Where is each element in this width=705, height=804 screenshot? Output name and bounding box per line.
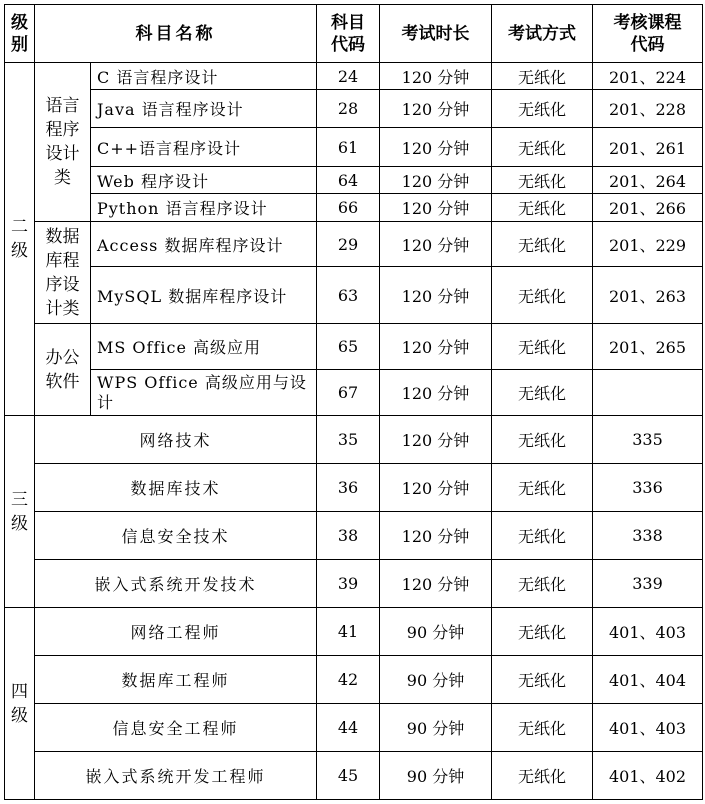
subject-code: 35 xyxy=(317,416,380,464)
exam-duration: 120 分钟 xyxy=(380,194,492,222)
level-two-cell: 二级 xyxy=(5,63,35,416)
exam-method: 无纸化 xyxy=(492,416,593,464)
subject-code: 39 xyxy=(317,560,380,608)
subject-name: 数据库工程师 xyxy=(35,656,317,704)
exam-duration: 120 分钟 xyxy=(380,370,492,416)
subject-code: 41 xyxy=(317,608,380,656)
exam-method: 无纸化 xyxy=(492,194,593,222)
table-row xyxy=(5,128,703,167)
table-row xyxy=(5,167,703,194)
subject-name: 嵌入式系统开发工程师 xyxy=(35,752,317,800)
subject-name: MySQL 数据库程序设计 xyxy=(91,267,317,324)
exam-subjects-table xyxy=(4,4,703,800)
subject-code: 24 xyxy=(317,63,380,90)
exam-duration: 120 分钟 xyxy=(380,167,492,194)
course-code: 401、402 xyxy=(593,752,703,800)
course-code: 201、224 xyxy=(593,63,703,90)
table-row xyxy=(5,512,703,560)
course-code: 401、404 xyxy=(593,656,703,704)
course-code: 339 xyxy=(593,560,703,608)
subject-name: WPS Office 高级应用与设计 xyxy=(91,370,317,416)
course-code: 335 xyxy=(593,416,703,464)
course-code: 201、264 xyxy=(593,167,703,194)
exam-method: 无纸化 xyxy=(492,608,593,656)
exam-method: 无纸化 xyxy=(492,267,593,324)
table-row xyxy=(5,370,703,416)
exam-duration: 90 分钟 xyxy=(380,656,492,704)
subject-name: MS Office 高级应用 xyxy=(91,324,317,370)
table-row xyxy=(5,464,703,512)
subject-name: C 语言程序设计 xyxy=(91,63,317,90)
subject-code: 65 xyxy=(317,324,380,370)
subject-name: 网络技术 xyxy=(35,416,317,464)
course-code: 336 xyxy=(593,464,703,512)
table-row xyxy=(5,608,703,656)
exam-method: 无纸化 xyxy=(492,464,593,512)
subject-code: 38 xyxy=(317,512,380,560)
course-code: 201、228 xyxy=(593,90,703,128)
subject-code: 44 xyxy=(317,704,380,752)
table-row xyxy=(5,324,703,370)
subject-code: 45 xyxy=(317,752,380,800)
subject-code: 67 xyxy=(317,370,380,416)
header-level: 级别 xyxy=(5,5,35,63)
subject-code: 28 xyxy=(317,90,380,128)
subject-name: 网络工程师 xyxy=(35,608,317,656)
course-code: 401、403 xyxy=(593,608,703,656)
subject-code: 29 xyxy=(317,222,380,267)
header-code: 科目代码 xyxy=(317,5,380,63)
table-row xyxy=(5,560,703,608)
exam-duration: 120 分钟 xyxy=(380,324,492,370)
header-method: 考试方式 xyxy=(492,5,593,63)
exam-duration: 120 分钟 xyxy=(380,90,492,128)
table-row xyxy=(5,656,703,704)
subject-name: Access 数据库程序设计 xyxy=(91,222,317,267)
exam-duration: 120 分钟 xyxy=(380,560,492,608)
course-code xyxy=(593,370,703,416)
exam-duration: 90 分钟 xyxy=(380,608,492,656)
subject-name: C++语言程序设计 xyxy=(91,128,317,167)
subject-name: 嵌入式系统开发技术 xyxy=(35,560,317,608)
subject-code: 42 xyxy=(317,656,380,704)
course-code: 201、266 xyxy=(593,194,703,222)
exam-method: 无纸化 xyxy=(492,222,593,267)
subject-name: Web 程序设计 xyxy=(91,167,317,194)
header-duration: 考试时长 xyxy=(380,5,492,63)
category-office-cell: 办公软件 xyxy=(35,324,91,416)
exam-method: 无纸化 xyxy=(492,324,593,370)
subject-name: Java 语言程序设计 xyxy=(91,90,317,128)
subject-code: 63 xyxy=(317,267,380,324)
subject-name: 信息安全工程师 xyxy=(35,704,317,752)
exam-duration: 120 分钟 xyxy=(380,128,492,167)
level-three-cell: 三级 xyxy=(5,416,35,608)
course-code: 201、263 xyxy=(593,267,703,324)
table-row xyxy=(5,90,703,128)
course-code: 201、229 xyxy=(593,222,703,267)
table-row xyxy=(5,194,703,222)
exam-duration: 120 分钟 xyxy=(380,464,492,512)
exam-duration: 120 分钟 xyxy=(380,63,492,90)
exam-method: 无纸化 xyxy=(492,128,593,167)
subject-code: 61 xyxy=(317,128,380,167)
exam-method: 无纸化 xyxy=(492,512,593,560)
table-row xyxy=(5,752,703,800)
table-row xyxy=(5,704,703,752)
subject-code: 64 xyxy=(317,167,380,194)
course-code: 201、265 xyxy=(593,324,703,370)
exam-duration: 120 分钟 xyxy=(380,267,492,324)
subject-name: 信息安全技术 xyxy=(35,512,317,560)
course-code: 338 xyxy=(593,512,703,560)
header-course-code: 考核课程代码 xyxy=(593,5,703,63)
exam-duration: 120 分钟 xyxy=(380,512,492,560)
exam-duration: 120 分钟 xyxy=(380,222,492,267)
category-db-cell: 数据库程序设计类 xyxy=(35,222,91,324)
table-row xyxy=(5,222,703,267)
header-row xyxy=(5,5,703,63)
exam-method: 无纸化 xyxy=(492,752,593,800)
exam-method: 无纸化 xyxy=(492,704,593,752)
table-row xyxy=(5,267,703,324)
category-lang-cell: 语言程序设计类 xyxy=(35,63,91,222)
subject-code: 66 xyxy=(317,194,380,222)
header-subject: 科目名称 xyxy=(35,5,317,63)
exam-duration: 90 分钟 xyxy=(380,752,492,800)
subject-code: 36 xyxy=(317,464,380,512)
table-row xyxy=(5,63,703,90)
exam-method: 无纸化 xyxy=(492,370,593,416)
exam-method: 无纸化 xyxy=(492,560,593,608)
exam-method: 无纸化 xyxy=(492,90,593,128)
course-code: 401、403 xyxy=(593,704,703,752)
exam-method: 无纸化 xyxy=(492,656,593,704)
subject-name: 数据库技术 xyxy=(35,464,317,512)
exam-duration: 90 分钟 xyxy=(380,704,492,752)
exam-method: 无纸化 xyxy=(492,63,593,90)
course-code: 201、261 xyxy=(593,128,703,167)
exam-duration: 120 分钟 xyxy=(380,416,492,464)
subject-name: Python 语言程序设计 xyxy=(91,194,317,222)
level-four-cell: 四级 xyxy=(5,608,35,800)
exam-method: 无纸化 xyxy=(492,167,593,194)
table-row xyxy=(5,416,703,464)
